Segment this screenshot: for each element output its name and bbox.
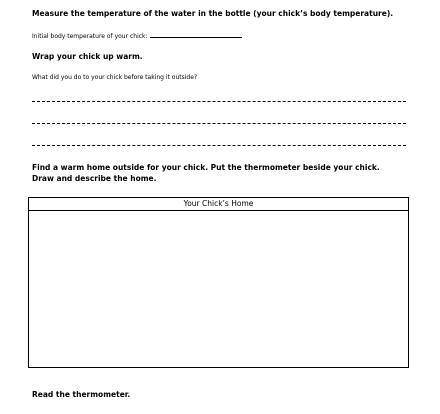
wrap-instruction: Wrap your chick up warm. [32, 52, 143, 61]
outside-question: What did you do to your chick before taking it outside? [32, 74, 198, 81]
initial-temperature-blank[interactable] [150, 31, 242, 38]
measure-instruction: Measure the temperature of the water in the bottle (your chick’s body temperature). [32, 9, 394, 18]
answer-line[interactable] [32, 145, 406, 146]
chick-home-title: Your Chick’s Home [29, 198, 408, 211]
initial-temperature-row [32, 31, 242, 41]
read-thermometer-instruction: Read the thermometer. [32, 390, 131, 399]
find-home-instruction: Find a warm home outside for your chick. Put the thermometer beside your chick. Draw and describe the home. [32, 163, 380, 183]
answer-line[interactable] [32, 101, 406, 102]
initial-temperature-label: Initial body temperature of your chick: [32, 33, 148, 40]
answer-line[interactable] [32, 123, 406, 124]
chick-home-drawing-box[interactable] [28, 197, 409, 368]
